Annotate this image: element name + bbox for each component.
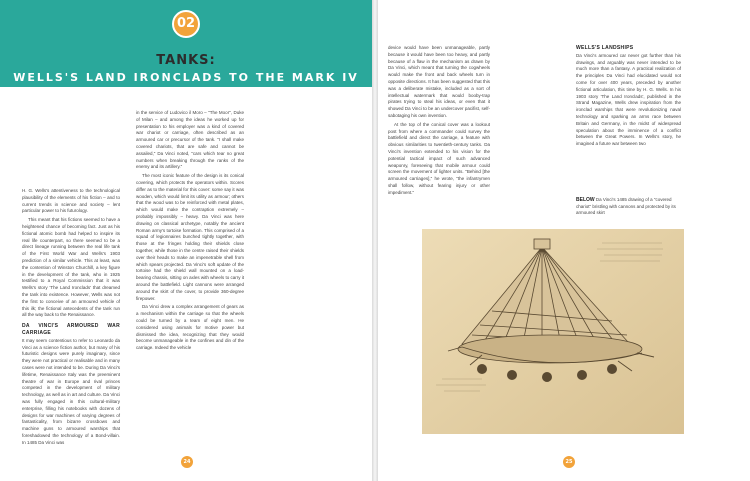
right-column-1 <box>388 45 490 199</box>
body-paragraph: Da Vinci's armoured car never got further than his drawings, and arguably was never intended to be much more than a fantasy. A practical realization of the principles Da Vinci had elucidated would not come for over 400 years, preceded by another fictional articulation, this time by H. G. Wells. In his 1903 story 'The Land Ironclads', published in the Strand Magazine, Wells drew inspiration from the ironclad warships that were revolutionizing naval technology and sparking an arms race between Britain and Germany, in the midst of widespread speculation about the imminence of a conflict between the Great Powers. In Wells's story, he imagined a future war between two <box>576 52 681 147</box>
body-paragraph: The most iconic feature of the design is its conical covering, which protects the operators within. Scores differ as to the material for this cover: some say it was wooden, which would limit its utility as armour; others that the wood was to be reinforced with metal plates, which would make the contraption extremely – probably impossibly – heavy. Da Vinci was here drawing on classical archetype, notably the ancient Roman army's tortoise formation. This comprised of a squad of legionnaires bunched tightly together, with those at the fringes holding their shields close together, while those in the centre raised their shields over their heads to make an impenetrable shell from which spears projected. Da Vinci's soft update of the tortoise had the shield wall mounted on a load-bearing chassis, sitting on axles with wheels to carry it around the battlefield. Light cannons were arranged around the skirt of the cover, to provide 360-degree firepower. <box>136 173 244 301</box>
image-caption <box>576 197 684 217</box>
body-paragraph: This meant that his fictions seemed to have a heightened chance of becoming fact. Just as his fictional atomic bomb had helped to inspire its real life counterpart, so there seemed to be a direct lineage running between the real life tank of the First World War and Wells's 1903 prediction of a similar vehicle. This at least, was the contention of Winston Churchill, a key figure in the development of the tank, who in 1925 testified to a Royal Commission that it was Wells's story 'The Land Ironclads' that dreamed the tank into existence. However, Wells was not the first to conceive of an armoured vehicle of this ilk; the fictional antecedents of the tank run all the way back to the Renaissance. <box>22 217 120 318</box>
chapter-title-line1: TANKS: <box>156 53 216 68</box>
caption-lead: BELOW <box>576 197 595 203</box>
chapter-number-badge: 02 <box>172 10 200 38</box>
da-vinci-tank-sketch <box>422 229 684 434</box>
intro-paragraph: H. G. Wells's attentiveness to the technological plausibility of the elements of his fiction – and to current trends in science and society – lent particular power to his futurology. <box>22 188 120 214</box>
page-number-left: 24 <box>181 456 193 468</box>
section-heading: WELLS'S LANDSHIPS <box>576 45 634 51</box>
page-number-right: 25 <box>563 456 575 468</box>
body-paragraph: Da Vinci drew a complex arrangement of gears as a mechanism within the carriage so that the wheels could be turned by a team of eight men. He considered using animals for motive power but dismissed the idea, recognizing that they would become unmanageable in the confines and din of the carriage. Indeed the vehicle <box>136 304 244 351</box>
right-column-2 <box>576 45 681 150</box>
body-paragraph: device would have been unmanageable, partly because it would have been too heavy, and partly because of a flaw in the mechanism as drawn by Da Vinci, which meant that turning the cogwheels would make the front and back wheels turn in opposite directions. It has been suggested that this was a deliberate mistake, included as a sort of intellectual watermark that would booby-trap pirates trying to steal his ideas, or even that it showed Da Vinci to be an undercover pacifist, self-sabotaging his own invention. <box>388 45 490 118</box>
body-paragraph: At the top of the conical cover was a lookout post from where a commander could survey the battlefield and direct the carriage, a feature with obvious similarities to twentieth-century tanks. Da Vinci's invention extended to his vision for the potential tactical impact of such advanced weaponry, foreseeing that mobile armour could screen the movement of lighter units. "Behind [the armoured carriages]," he wrote, "the infantrymen shall follow, without fearing injury or other impediment." <box>388 121 490 195</box>
left-column-1 <box>22 188 120 448</box>
caption-text: Da Vinci's 1485 drawing of a "covered chariot" bristling with cannons and protected by its armoured skirt <box>576 197 676 216</box>
section-heading: DA VINCI'S ARMOURED WAR CARRIAGE <box>22 323 120 336</box>
left-page <box>0 0 372 481</box>
body-paragraph: It may seem contentious to refer to Leonardo da Vinci as a science fiction author, but many of his futuristic designs were purely imaginary, since they were not practical or realisable and in many cases were not intended to be. During Da Vinci's lifetime, Renaissance Italy was the preeminent theatre of war in Europe and rival princes competed in the development of military technology, as well as in art and culture. Da Vinci was fully engaged in this cultural-military enterprise, filling his notebooks with dozens of designs for war machines of varying degrees of fantasticality, from bizarre crossbows and machine guns to armoured warships that foreshadowed the technology of a Bond-villain. In 1485 Da Vinci was <box>22 337 120 445</box>
chapter-title-line2: WELLS'S LAND IRONCLADS TO THE MARK IV <box>0 70 372 87</box>
left-column-2 <box>136 110 244 354</box>
body-paragraph: in the service of Ludovico il Moro – "The Moor", Duke of Milan – and among the ideas he worked up for presentation to his employer was a kind of covered war chariot or carriage, often described as an armoured car or precursor of the tank. "I shall make covered chariots, that are safe and cannot be assailed," Da Vinci noted, "cars which tear no great numbers when breaking through the ranks of the enemy and its artillery." <box>136 110 244 170</box>
